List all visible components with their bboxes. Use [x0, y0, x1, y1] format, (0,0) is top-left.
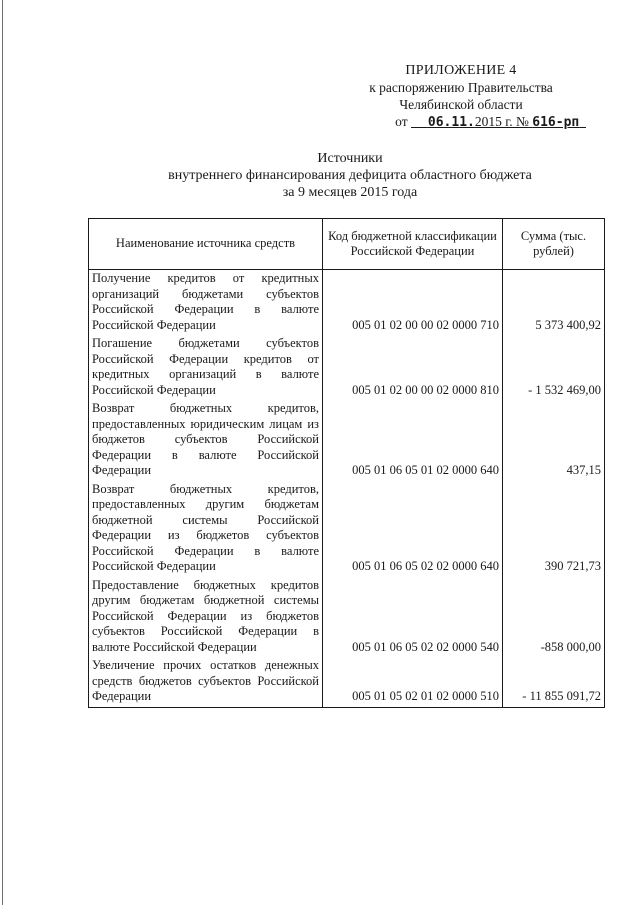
document-heading: [100, 150, 600, 201]
sources-table: [88, 218, 605, 708]
row-amount: 437,15: [503, 400, 605, 481]
header-code: Код бюджетной классификации Российской Федерации: [323, 219, 503, 270]
date-underline: [411, 114, 586, 129]
date-handwritten: 06.11.: [427, 115, 475, 130]
row-name: Возврат бюджетных кредитов, предоставленных другим бюджетам бюджетной системы Российской Федерации из бюджетов субъектов Российской Федерации в валюте Российской Федерации: [89, 481, 323, 577]
table-row: [89, 481, 605, 577]
row-amount: 5 373 400,92: [503, 270, 605, 336]
table-row: [89, 335, 605, 400]
row-name: Предоставление бюджетных кредитов другим бюджетам бюджетной системы Российской Федерации из бюджетов субъектов Российской Федерации в валюте Российской Федерации: [89, 577, 323, 658]
table-row: [89, 270, 605, 336]
header-name: Наименование источника средств: [89, 219, 323, 270]
row-name: Получение кредитов от кредитных организаций бюджетами субъектов Российской Федерации в валюте Российской Федерации: [89, 270, 323, 336]
appendix-title: ПРИЛОЖЕНИЕ 4: [405, 63, 517, 78]
row-amount: - 11 855 091,72: [503, 657, 605, 707]
date-prefix: от: [395, 114, 408, 129]
row-code: 005 01 02 00 00 02 0000 810: [323, 335, 503, 400]
row-code: 005 01 06 05 02 02 0000 540: [323, 577, 503, 658]
row-amount: -858 000,00: [503, 577, 605, 658]
document-number: 616-рп: [532, 115, 580, 130]
heading-line-1: Источники: [317, 151, 383, 166]
row-name: Увеличение прочих остатков денежных средств бюджетов субъектов Российской Федерации: [89, 657, 323, 707]
appendix-line-3: Челябинской области: [399, 97, 523, 112]
row-code: 005 01 02 00 00 02 0000 710: [323, 270, 503, 336]
appendix-date-line: [330, 113, 592, 131]
table-row: [89, 577, 605, 658]
heading-line-3: за 9 месяцев 2015 года: [282, 185, 418, 200]
row-amount: - 1 532 469,00: [503, 335, 605, 400]
heading-line-2: внутреннего финансирования дефицита областного бюджета: [168, 168, 532, 183]
appendix-line-2: к распоряжению Правительства: [369, 80, 553, 95]
table-row: [89, 657, 605, 707]
table-row: [89, 400, 605, 481]
appendix-block: [330, 62, 592, 131]
row-name: Возврат бюджетных кредитов, предоставленных юридическим лицам из бюджетов субъектов Российской Федерации в валюте Российской Федерации: [89, 400, 323, 481]
row-amount: 390 721,73: [503, 481, 605, 577]
row-code: 005 01 06 05 02 02 0000 640: [323, 481, 503, 577]
scan-edge-line: [2, 0, 3, 905]
header-amount: Сумма (тыс. рублей): [503, 219, 605, 270]
row-code: 005 01 06 05 01 02 0000 640: [323, 400, 503, 481]
table-header-row: [89, 219, 605, 270]
row-code: 005 01 05 02 01 02 0000 510: [323, 657, 503, 707]
row-name: Погашение бюджетами субъектов Российской Федерации кредитов от кредитных организаций в валюте Российской Федерации: [89, 335, 323, 400]
date-year: 2015 г. №: [474, 114, 529, 129]
